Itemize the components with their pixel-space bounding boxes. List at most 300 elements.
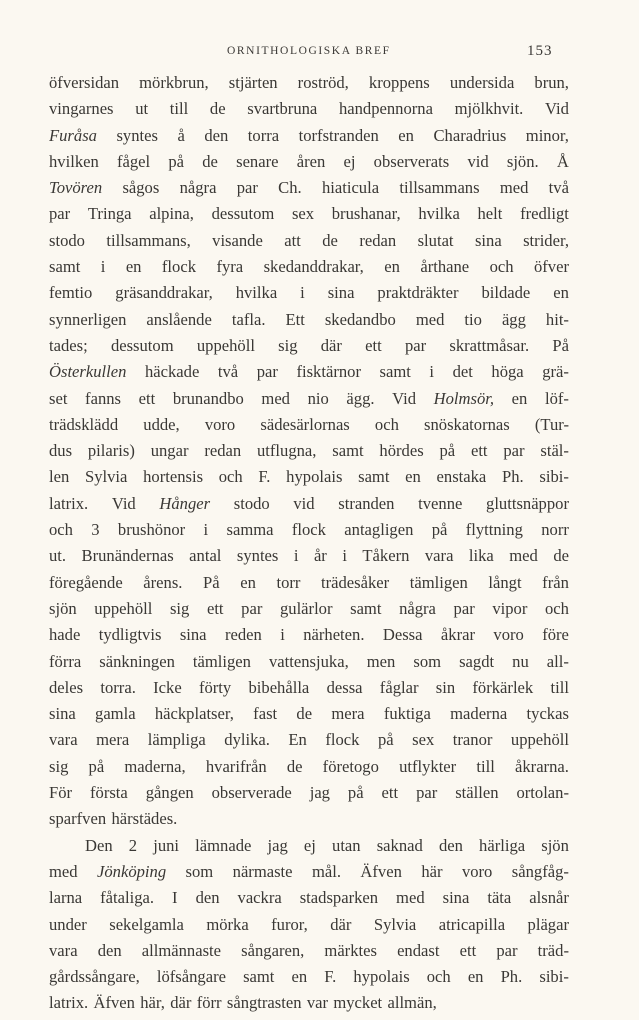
word: tades;	[49, 335, 88, 355]
word: träd-	[537, 940, 569, 960]
word: norr	[541, 520, 569, 540]
word: visande	[212, 230, 263, 250]
text-line	[49, 491, 569, 517]
word: samt	[243, 967, 275, 987]
word: Den	[85, 835, 113, 855]
word: slutat	[417, 230, 454, 250]
word: i	[280, 625, 285, 645]
word: de	[209, 99, 226, 119]
word: torra	[247, 125, 280, 145]
word: åkrar	[440, 625, 475, 645]
word: mörkbrun,	[139, 73, 209, 92]
word: en	[291, 967, 308, 987]
word: de	[286, 756, 303, 776]
text-line	[49, 175, 569, 201]
word: vid	[467, 151, 489, 171]
text-line	[49, 754, 569, 780]
word: maderna,	[124, 756, 186, 776]
word: där	[170, 993, 192, 1013]
word: Ett	[285, 309, 305, 329]
running-title: ORNITHOLOGISKA BREF	[227, 45, 391, 57]
word: hvilka	[235, 283, 278, 303]
word: fisktärnor	[296, 362, 361, 382]
word: dessa	[326, 677, 363, 697]
word: En	[288, 730, 307, 750]
text-line	[49, 859, 569, 885]
word: stadsparken	[299, 888, 379, 908]
word: och	[218, 467, 243, 487]
word: på	[168, 151, 185, 171]
word: första	[90, 783, 128, 803]
word: lika	[468, 546, 494, 566]
word: med	[49, 861, 78, 881]
word: flock	[291, 520, 326, 540]
word: sina	[327, 283, 355, 303]
word: tafla.	[231, 309, 266, 329]
word: roströd,	[297, 73, 349, 92]
text-line	[49, 938, 569, 964]
word: men	[366, 651, 396, 671]
word: sagdt	[459, 651, 495, 671]
word: syntes	[116, 125, 158, 145]
word: här	[421, 861, 443, 881]
word: reden	[224, 625, 262, 645]
word: brushönor	[117, 520, 186, 540]
word: höga	[491, 362, 524, 382]
word: alsnår	[529, 888, 569, 908]
word: till	[550, 677, 569, 697]
word: där	[320, 335, 342, 355]
word: härstädes.	[111, 809, 178, 829]
word: praktdräkter	[377, 283, 459, 303]
word: syntes	[236, 546, 279, 566]
body-text	[49, 70, 569, 1017]
word: förkärlek	[472, 677, 534, 697]
word: i	[342, 546, 347, 566]
text-line	[49, 596, 569, 622]
word: pilaris)	[87, 441, 135, 461]
word: samt	[350, 598, 382, 618]
word: Icke	[153, 677, 182, 697]
text-line	[49, 701, 569, 727]
text-line	[49, 438, 569, 464]
word: med	[509, 546, 538, 566]
word: ägg	[501, 309, 526, 329]
word: här,	[140, 993, 165, 1013]
word: 2	[128, 835, 138, 855]
word: synnerligen	[49, 309, 127, 329]
word: mjölkhvit.	[454, 99, 524, 119]
word: hvarifrån	[205, 756, 267, 776]
word: i	[293, 546, 299, 566]
text-line	[49, 570, 569, 596]
word: ortolan-	[516, 783, 569, 803]
word: uppehöll	[510, 730, 569, 750]
word: sjön	[541, 835, 569, 855]
word: sädesärlornas	[260, 414, 350, 434]
word: tio	[464, 309, 482, 329]
word: Tringa	[87, 204, 132, 224]
word: mycket	[333, 993, 383, 1013]
text-line	[49, 964, 569, 990]
word: mörka	[206, 914, 249, 934]
word: stäl-	[540, 441, 569, 461]
word: utflykter	[399, 756, 457, 776]
word: stjärten	[228, 73, 278, 92]
word: Vid	[392, 388, 417, 408]
word: gamla	[95, 704, 136, 724]
text-line	[49, 649, 569, 675]
word: i	[203, 520, 209, 540]
word: redan	[359, 230, 397, 250]
word: brunandbo	[172, 388, 244, 408]
word: som	[413, 651, 442, 671]
word: långt	[488, 572, 522, 592]
text-line	[49, 254, 569, 280]
word: ett	[138, 388, 156, 408]
word: hortensis	[143, 467, 204, 487]
word: allmän,	[387, 993, 437, 1013]
word: förr	[196, 993, 222, 1013]
word: anslående	[146, 309, 212, 329]
word: voro	[204, 414, 236, 434]
word: samma	[226, 520, 274, 540]
word: tillsammans,	[106, 230, 191, 250]
word: åkrarna.	[515, 756, 569, 776]
word: par	[256, 362, 278, 382]
word: och	[544, 598, 569, 618]
word: För	[49, 783, 73, 803]
word: brushanar,	[331, 204, 401, 224]
word: hvilka	[418, 204, 460, 224]
word: kroppens	[368, 73, 430, 92]
word: och	[374, 414, 399, 434]
running-header	[0, 43, 639, 63]
text-line	[49, 307, 569, 333]
word: vid	[293, 493, 315, 513]
word: udde,	[143, 414, 180, 434]
word: sin	[435, 677, 456, 697]
word: allmännaste	[141, 940, 222, 960]
word: Ph.	[500, 967, 523, 987]
word: märktes	[324, 940, 377, 960]
word: antagligen	[344, 520, 414, 540]
word: mera	[96, 730, 130, 750]
word: hit-	[545, 309, 569, 329]
word: trädsklädd	[49, 414, 119, 434]
word: en	[553, 283, 569, 303]
word: svartbruna	[247, 99, 318, 119]
word: par	[49, 204, 71, 224]
word: sparfven	[49, 809, 107, 829]
word: och	[426, 967, 451, 987]
word: på	[439, 441, 456, 461]
word: tyckas	[526, 704, 569, 724]
word: sångtrasten	[226, 993, 302, 1013]
word: antal	[189, 546, 222, 566]
word: Sylvia	[84, 467, 128, 487]
word: minor,	[525, 125, 569, 145]
word: skedanddrakar,	[263, 257, 364, 277]
word: På	[203, 572, 220, 592]
word: stranden	[338, 493, 395, 513]
word: Ph.	[502, 467, 524, 487]
word: utflugna,	[256, 441, 317, 461]
word: jag	[267, 835, 288, 855]
word: vara	[424, 546, 454, 566]
word: fåtaliga.	[100, 888, 155, 908]
word: torra.	[100, 677, 136, 697]
text-line	[49, 912, 569, 938]
word: observerats	[373, 151, 450, 171]
word: par	[241, 598, 263, 618]
word: uppehöll	[94, 598, 153, 618]
word: Vid	[545, 99, 569, 119]
word: en	[405, 467, 421, 487]
word: Dessa	[382, 625, 423, 645]
word: voro	[493, 625, 524, 645]
word: hypolais	[286, 467, 343, 487]
word: dessutom	[110, 335, 174, 355]
word: helt	[477, 204, 503, 224]
place-name-word: Hånger	[159, 493, 211, 513]
word: furor,	[271, 914, 308, 934]
word: undersida	[449, 73, 515, 92]
text-line	[49, 780, 569, 806]
text-line	[49, 727, 569, 753]
word: bibehålla	[248, 677, 310, 697]
place-name-word: Furåsa	[49, 125, 97, 145]
word: hypolais	[353, 967, 410, 987]
word: med	[396, 888, 425, 908]
word: den	[195, 888, 220, 908]
word: stodo	[49, 230, 85, 250]
word: sina	[442, 888, 470, 908]
word: löfsångare	[156, 967, 226, 987]
place-name-word: Holmsör,	[433, 388, 495, 408]
word: par	[503, 441, 525, 461]
word: samt	[358, 467, 390, 487]
word: torfstranden	[298, 125, 379, 145]
word: vara	[49, 730, 78, 750]
word: flock	[161, 257, 197, 277]
word: observerade	[211, 783, 292, 803]
text-line	[49, 149, 569, 175]
text-line	[49, 885, 569, 911]
word: endast	[397, 940, 440, 960]
word: hade	[49, 625, 81, 645]
word: med	[261, 388, 290, 408]
text-line	[49, 412, 569, 438]
word: I	[172, 888, 178, 908]
word: grä-	[542, 362, 569, 382]
word: ägg.	[346, 388, 375, 408]
word: torr	[276, 572, 301, 592]
word: med	[499, 178, 529, 198]
word: föregående	[49, 572, 123, 592]
place-name-word: Jönköping	[97, 861, 167, 881]
word: gårdssångare,	[49, 967, 140, 987]
word: fyra	[216, 257, 244, 277]
word: härliga	[479, 835, 526, 855]
word: öfver	[533, 257, 569, 277]
text-line	[49, 70, 569, 96]
word: på	[377, 730, 394, 750]
word: sänkningen	[99, 651, 175, 671]
word: plägar	[527, 914, 569, 934]
word: årthane	[420, 257, 470, 277]
word: hvilken	[49, 151, 99, 171]
word: tämligen	[192, 651, 251, 671]
word: åren	[296, 151, 326, 171]
word: vingarnes	[49, 99, 114, 119]
word: dylika.	[224, 730, 270, 750]
word: sågos	[122, 178, 160, 198]
word: utan	[332, 835, 361, 855]
word: fågel	[116, 151, 151, 171]
word: tvenne	[418, 493, 463, 513]
word: samt	[332, 441, 364, 461]
word: två	[548, 178, 569, 198]
word: och	[49, 520, 73, 540]
word: häckade	[144, 362, 200, 382]
word: uppehöll	[196, 335, 255, 355]
word: med	[415, 309, 445, 329]
word: samt	[379, 362, 411, 382]
word: till	[169, 99, 189, 119]
word: mera	[331, 704, 365, 724]
word: löf-	[544, 388, 569, 408]
word: par	[453, 598, 475, 618]
word: i	[429, 362, 435, 382]
word: de	[202, 151, 218, 171]
word: len	[49, 467, 70, 487]
word: en	[398, 125, 414, 145]
word: sjön.	[506, 151, 539, 171]
word: flyttning	[465, 520, 523, 540]
word: var	[306, 993, 329, 1013]
word: Äfven	[93, 993, 135, 1013]
word: skrattmåsar.	[449, 335, 530, 355]
word: gången	[145, 783, 194, 803]
word: flock	[325, 730, 360, 750]
word: Tåkern	[362, 546, 410, 566]
word: fredligt	[520, 204, 569, 224]
word: enstaka	[436, 467, 487, 487]
word: tämligen	[409, 572, 468, 592]
word: ett	[381, 783, 399, 803]
word: tranor	[452, 730, 493, 750]
word: en	[467, 967, 484, 987]
word: F.	[324, 967, 337, 987]
word: täta	[487, 888, 512, 908]
word: år	[313, 546, 327, 566]
word: strider,	[523, 230, 569, 250]
word: all-	[546, 651, 569, 671]
word: som	[185, 861, 214, 881]
word: sina	[474, 230, 502, 250]
word: förty	[198, 677, 232, 697]
word: ut	[135, 99, 149, 119]
word: saknad	[376, 835, 423, 855]
word: skedandbo	[324, 309, 396, 329]
word: deles	[49, 677, 84, 697]
word: par	[416, 783, 438, 803]
word: sig	[49, 756, 69, 776]
text-line	[49, 386, 569, 412]
word: de	[322, 230, 338, 250]
word: gluttsnäppor	[486, 493, 569, 513]
word: en	[125, 257, 142, 277]
word: senare	[236, 151, 279, 171]
word: på	[431, 520, 448, 540]
word: ett	[470, 441, 488, 461]
word: redan	[204, 441, 242, 461]
word: å	[177, 125, 185, 145]
word: 3	[91, 520, 100, 540]
word: Charadrius	[433, 125, 507, 145]
word: atricapilla	[438, 914, 506, 934]
word: tydligtvis	[98, 625, 162, 645]
word: juni	[153, 835, 180, 855]
word: vattensjuka,	[269, 651, 349, 671]
word: några	[179, 178, 217, 198]
word: sig	[169, 598, 190, 618]
text-line	[49, 359, 569, 385]
word: sibi-	[539, 467, 569, 487]
word: årens.	[143, 572, 183, 592]
text-line	[49, 517, 569, 543]
word: latrix.	[49, 493, 89, 513]
word: vara	[49, 940, 78, 960]
text-line	[49, 228, 569, 254]
word: den	[204, 125, 229, 145]
word: mål.	[311, 861, 341, 881]
text-line	[49, 123, 569, 149]
word: gulärlor	[279, 598, 333, 618]
word: F.	[258, 467, 271, 487]
word: Å	[556, 151, 569, 171]
word: På	[552, 335, 569, 355]
word: snöskatornas	[424, 414, 510, 434]
word: nu	[512, 651, 529, 671]
word: sångfåg-	[511, 861, 569, 881]
word: Ch.	[278, 178, 302, 198]
word: latrix.	[49, 993, 89, 1013]
word: voro	[461, 861, 493, 881]
text-line	[49, 464, 569, 490]
word: i	[100, 257, 106, 277]
word: två	[217, 362, 239, 382]
word: samt	[49, 257, 81, 277]
word: på	[88, 756, 105, 776]
word: dessutom	[211, 204, 275, 224]
text-line	[49, 675, 569, 701]
word: Vid	[111, 493, 136, 513]
word: jag	[309, 783, 330, 803]
word: hördes	[379, 441, 424, 461]
word: Brunändernas	[81, 546, 174, 566]
word: ett	[459, 940, 477, 960]
text-line	[49, 622, 569, 648]
word: ett	[365, 335, 382, 355]
word: hiaticula	[321, 178, 380, 198]
word: ställen	[455, 783, 499, 803]
word: företogo	[322, 756, 379, 776]
text-line	[49, 201, 569, 227]
word: vipor	[492, 598, 528, 618]
word: en	[384, 257, 400, 277]
